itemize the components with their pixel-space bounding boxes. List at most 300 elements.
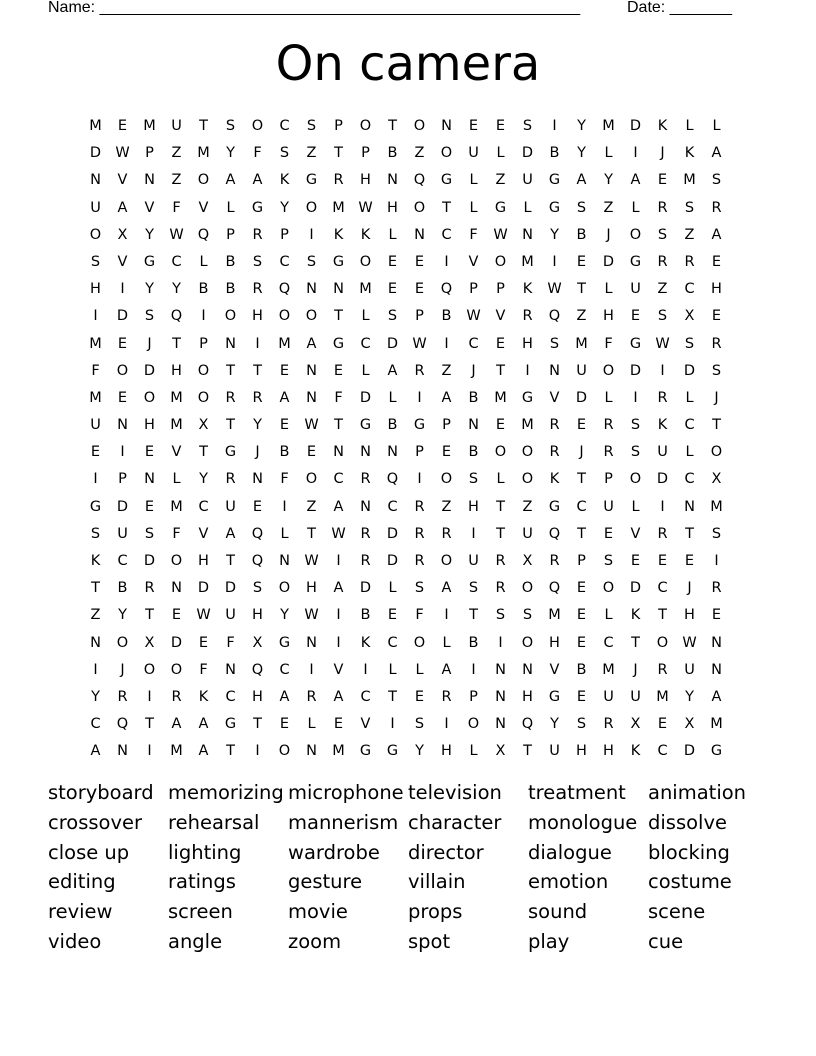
grid-letter: H <box>522 335 533 352</box>
word-list-item: video <box>48 929 102 953</box>
grid-letter: N <box>225 661 236 678</box>
grid-letter: V <box>117 253 128 270</box>
grid-letter: W <box>466 308 481 325</box>
grid-letter: T <box>307 525 316 542</box>
grid-letter: R <box>603 716 614 733</box>
grid-letter: I <box>471 525 476 542</box>
grid-letter: Z <box>684 226 695 243</box>
grid-letter: R <box>252 281 263 298</box>
grid-letter: E <box>495 417 506 434</box>
word-list-item: director <box>408 840 484 864</box>
grid-letter: M <box>332 199 345 216</box>
grid-letter: E <box>495 335 506 352</box>
grid-letter: A <box>306 335 317 352</box>
grid-letter: A <box>387 362 398 379</box>
grid-letter: T <box>496 498 505 515</box>
grid-letter: T <box>523 743 532 760</box>
grid-letter: O <box>521 444 534 461</box>
grid-letter: O <box>494 253 507 270</box>
grid-letter: L <box>604 607 613 624</box>
grid-letter: L <box>415 661 424 678</box>
grid-letter: Q <box>251 553 264 569</box>
grid-letter: D <box>629 118 642 134</box>
grid-letter: O <box>251 118 264 134</box>
grid-letter: I <box>363 661 368 678</box>
grid-letter: O <box>656 634 669 651</box>
grid-letter: T <box>334 145 343 162</box>
grid-letter: H <box>252 308 263 325</box>
grid-letter: D <box>521 145 534 162</box>
grid-letter: L <box>604 389 613 406</box>
grid-letter: T <box>226 743 235 760</box>
grid-letter: I <box>660 362 665 379</box>
grid-letter: S <box>144 525 155 542</box>
grid-letter: M <box>89 335 102 352</box>
grid-letter: C <box>171 253 182 270</box>
grid-letter: Q <box>440 281 453 298</box>
grid-letter: B <box>549 145 560 162</box>
grid-letter: V <box>360 716 371 733</box>
grid-letter: K <box>684 145 695 162</box>
grid-letter: E <box>90 444 101 461</box>
grid-letter: R <box>549 553 560 569</box>
grid-letter: W <box>115 145 130 162</box>
grid-letter: O <box>521 580 534 597</box>
grid-letter: T <box>496 525 505 542</box>
grid-letter: W <box>304 607 319 624</box>
grid-letter: U <box>684 661 695 678</box>
grid-letter: T <box>388 688 397 705</box>
grid-letter: B <box>576 226 587 243</box>
grid-letter: V <box>117 172 128 189</box>
grid-letter: R <box>225 471 236 488</box>
grid-letter: I <box>255 335 260 352</box>
grid-letter: S <box>225 118 236 134</box>
word-list-item: character <box>408 810 502 834</box>
grid-letter: G <box>413 417 426 434</box>
grid-letter: F <box>334 389 343 406</box>
grid-letter: T <box>199 444 208 461</box>
grid-letter: P <box>280 226 289 243</box>
grid-letter: T <box>577 525 586 542</box>
grid-letter: S <box>306 118 317 134</box>
word-list-item: lighting <box>168 840 242 864</box>
grid-letter: R <box>333 172 344 189</box>
grid-letter: L <box>361 362 370 379</box>
grid-letter: Z <box>657 281 668 298</box>
grid-letter: G <box>224 444 237 461</box>
grid-letter: A <box>711 688 722 705</box>
grid-letter: J <box>660 145 665 162</box>
word-list-item: monologue <box>528 810 638 834</box>
grid-letter: Q <box>548 580 561 597</box>
grid-letter: H <box>198 553 209 569</box>
grid-letter: K <box>198 688 209 705</box>
grid-letter: Y <box>550 226 559 243</box>
grid-letter: R <box>603 444 614 461</box>
date-field: Date: _______ <box>627 0 732 16</box>
grid-letter: T <box>334 417 343 434</box>
grid-letter: W <box>196 607 211 624</box>
grid-letter: Q <box>413 172 426 189</box>
grid-letter: H <box>441 743 452 760</box>
grid-letter: J <box>255 444 260 461</box>
grid-letter: U <box>90 199 101 216</box>
grid-letter: E <box>387 281 398 298</box>
grid-letter: N <box>360 444 371 461</box>
grid-letter: F <box>91 362 100 379</box>
grid-letter: A <box>711 145 722 162</box>
grid-letter: T <box>577 471 586 488</box>
grid-letter: E <box>279 716 290 733</box>
grid-letter: J <box>120 661 125 678</box>
grid-letter: U <box>171 118 182 134</box>
grid-letter: R <box>414 362 425 379</box>
grid-letter: H <box>306 580 317 597</box>
grid-letter: E <box>684 553 695 569</box>
grid-letter: B <box>225 253 236 270</box>
grid-letter: A <box>90 743 101 760</box>
grid-letter: Q <box>386 471 399 488</box>
grid-letter: P <box>145 145 154 162</box>
grid-letter: S <box>576 199 587 216</box>
grid-letter: W <box>412 335 427 352</box>
grid-letter: Y <box>280 199 289 216</box>
grid-letter: S <box>468 471 479 488</box>
grid-letter: I <box>417 471 422 488</box>
grid-letter: M <box>359 281 372 298</box>
grid-letter: U <box>90 417 101 434</box>
grid-letter: X <box>630 716 641 733</box>
grid-letter: D <box>89 145 102 162</box>
grid-letter: Q <box>251 525 264 542</box>
grid-letter: R <box>711 199 722 216</box>
grid-letter: S <box>495 607 506 624</box>
grid-letter: D <box>116 498 129 515</box>
grid-letter: O <box>710 444 723 461</box>
grid-letter: Y <box>550 716 559 733</box>
grid-letter: V <box>495 308 506 325</box>
grid-letter: I <box>525 362 530 379</box>
grid-letter: Q <box>251 661 264 678</box>
word-list-item: wardrobe <box>288 840 380 864</box>
grid-letter: S <box>252 580 263 597</box>
grid-letter: N <box>522 226 533 243</box>
grid-letter: E <box>711 253 722 270</box>
grid-letter: Z <box>522 498 533 515</box>
grid-letter: L <box>685 118 694 134</box>
grid-letter: D <box>683 743 696 760</box>
grid-letter: Z <box>171 145 182 162</box>
grid-letter: B <box>279 444 290 461</box>
grid-letter: V <box>171 444 182 461</box>
grid-letter: L <box>523 199 532 216</box>
word-list-item: mannerism <box>288 810 399 834</box>
grid-letter: Y <box>91 688 100 705</box>
grid-letter: T <box>226 553 235 569</box>
grid-letter: A <box>198 716 209 733</box>
grid-letter: P <box>442 417 451 434</box>
grid-letter: C <box>90 716 101 733</box>
grid-letter: O <box>629 226 642 243</box>
grid-letter: I <box>93 661 98 678</box>
grid-letter: D <box>386 335 399 352</box>
grid-letter: O <box>494 444 507 461</box>
grid-letter: S <box>90 253 101 270</box>
word-list-item: play <box>528 929 570 953</box>
grid-letter: G <box>629 335 642 352</box>
grid-letter: U <box>576 362 587 379</box>
grid-letter: O <box>521 634 534 651</box>
grid-letter: S <box>576 716 587 733</box>
grid-letter: H <box>387 199 398 216</box>
grid-letter: T <box>226 362 235 379</box>
grid-letter: N <box>90 634 101 651</box>
grid-letter: L <box>388 580 397 597</box>
grid-letter: N <box>306 281 317 298</box>
grid-letter: E <box>279 417 290 434</box>
grid-letter: E <box>657 716 668 733</box>
grid-letter: C <box>441 226 452 243</box>
grid-letter: M <box>170 417 183 434</box>
grid-letter: G <box>521 389 534 406</box>
grid-letter: M <box>143 118 156 134</box>
grid-letter: R <box>522 308 533 325</box>
grid-letter: I <box>498 634 503 651</box>
grid-letter: R <box>657 661 668 678</box>
grid-letter: K <box>360 226 371 243</box>
grid-letter: E <box>576 607 587 624</box>
grid-letter: O <box>197 362 210 379</box>
grid-letter: X <box>522 553 533 569</box>
word-list-item: gesture <box>288 870 363 894</box>
grid-letter: B <box>468 389 479 406</box>
grid-letter: I <box>255 743 260 760</box>
grid-letter: A <box>441 661 452 678</box>
grid-letter: L <box>172 471 181 488</box>
grid-letter: V <box>468 253 479 270</box>
grid-letter: O <box>305 308 318 325</box>
grid-letter: N <box>144 172 155 189</box>
grid-letter: B <box>468 634 479 651</box>
grid-letter: L <box>469 172 478 189</box>
grid-letter: D <box>386 553 399 569</box>
grid-letter: U <box>468 145 479 162</box>
grid-letter: T <box>199 118 208 134</box>
grid-letter: T <box>496 362 505 379</box>
grid-letter: T <box>334 308 343 325</box>
grid-letter: R <box>414 525 425 542</box>
grid-letter: N <box>495 661 506 678</box>
grid-letter: H <box>522 688 533 705</box>
grid-letter: L <box>226 199 235 216</box>
word-list-item: cue <box>648 929 684 953</box>
grid-letter: N <box>90 172 101 189</box>
grid-letter: Y <box>118 607 127 624</box>
name-field: Name: ______________________________________________________ <box>48 0 581 16</box>
grid-letter: I <box>471 661 476 678</box>
grid-letter: T <box>685 525 694 542</box>
grid-letter: E <box>279 362 290 379</box>
grid-letter: I <box>336 553 341 569</box>
grid-letter: S <box>657 308 668 325</box>
grid-letter: R <box>171 688 182 705</box>
grid-letter: S <box>414 716 425 733</box>
grid-letter: S <box>684 199 695 216</box>
grid-letter: R <box>414 553 425 569</box>
grid-letter: R <box>549 444 560 461</box>
grid-letter: C <box>387 498 398 515</box>
grid-letter: T <box>577 281 586 298</box>
grid-letter: O <box>197 172 210 189</box>
grid-letter: O <box>278 308 291 325</box>
word-list-item: microphone <box>288 781 404 804</box>
grid-letter: I <box>444 607 449 624</box>
grid-letter: P <box>334 118 343 134</box>
grid-letter: U <box>225 607 236 624</box>
grid-letter: G <box>224 716 237 733</box>
grid-letter: C <box>360 335 371 352</box>
grid-letter: G <box>305 172 318 189</box>
grid-letter: E <box>414 253 425 270</box>
grid-letter: G <box>548 199 561 216</box>
grid-letter: W <box>655 335 670 352</box>
grid-letter: I <box>120 444 125 461</box>
grid-letter: X <box>684 308 695 325</box>
grid-letter: A <box>333 498 344 515</box>
grid-letter: G <box>332 335 345 352</box>
grid-letter: M <box>170 389 183 406</box>
grid-letter: A <box>279 389 290 406</box>
grid-letter: Y <box>253 417 262 434</box>
grid-letter: T <box>631 634 640 651</box>
grid-letter: S <box>144 308 155 325</box>
grid-letter: R <box>144 580 155 597</box>
grid-letter: Y <box>280 607 289 624</box>
grid-letter: Z <box>441 498 452 515</box>
grid-letter: N <box>711 634 722 651</box>
grid-letter: N <box>225 335 236 352</box>
grid-letter: S <box>630 444 641 461</box>
grid-letter: S <box>603 553 614 569</box>
grid-letter: R <box>360 471 371 488</box>
grid-letter: A <box>711 226 722 243</box>
grid-letter: S <box>468 580 479 597</box>
grid-letter: S <box>387 308 398 325</box>
grid-letter: F <box>172 525 181 542</box>
grid-letter: R <box>306 688 317 705</box>
grid-letter: G <box>710 743 723 760</box>
grid-letter: L <box>388 389 397 406</box>
grid-letter: L <box>469 199 478 216</box>
word-list-item: blocking <box>648 840 730 864</box>
grid-letter: G <box>278 634 291 651</box>
word-list-item: crossover <box>48 810 143 834</box>
grid-letter: K <box>279 172 290 189</box>
grid-letter: H <box>603 308 614 325</box>
grid-letter: G <box>143 253 156 270</box>
grid-letter: Y <box>577 145 586 162</box>
grid-letter: J <box>147 335 152 352</box>
grid-letter: O <box>89 226 102 243</box>
grid-letter: S <box>657 226 668 243</box>
grid-letter: E <box>306 444 317 461</box>
grid-letter: D <box>629 362 642 379</box>
grid-letter: A <box>630 172 641 189</box>
grid-letter: Q <box>197 226 210 243</box>
grid-letter: Q <box>116 716 129 733</box>
grid-letter: L <box>496 145 505 162</box>
letter-grid <box>82 113 730 766</box>
grid-letter: U <box>225 498 236 515</box>
word-list-item: villain <box>408 870 466 894</box>
grid-letter: E <box>468 118 479 134</box>
word-list-item: zoom <box>288 929 342 953</box>
grid-letter: U <box>630 281 641 298</box>
grid-letter: E <box>576 688 587 705</box>
grid-letter: N <box>495 716 506 733</box>
grid-letter: I <box>201 308 206 325</box>
grid-letter: C <box>360 688 371 705</box>
grid-letter: L <box>631 199 640 216</box>
word-list-item: spot <box>408 929 451 953</box>
grid-letter: X <box>711 471 722 488</box>
grid-letter: Z <box>603 199 614 216</box>
grid-letter: G <box>359 743 372 760</box>
grid-letter: L <box>496 471 505 488</box>
grid-letter: E <box>657 172 668 189</box>
grid-letter: T <box>658 607 667 624</box>
grid-letter: R <box>414 498 425 515</box>
grid-letter: P <box>496 281 505 298</box>
grid-letter: C <box>117 553 128 569</box>
grid-letter: X <box>144 634 155 651</box>
grid-letter: F <box>199 661 208 678</box>
grid-letter: F <box>469 226 478 243</box>
grid-letter: S <box>711 525 722 542</box>
grid-letter: G <box>251 199 264 216</box>
grid-letter: M <box>575 335 588 352</box>
word-list-item: treatment <box>528 781 626 804</box>
grid-letter: L <box>604 281 613 298</box>
grid-letter: D <box>629 580 642 597</box>
grid-letter: R <box>252 226 263 243</box>
grid-letter: N <box>387 444 398 461</box>
grid-letter: L <box>685 389 694 406</box>
grid-letter: M <box>710 716 723 733</box>
grid-letter: U <box>657 444 668 461</box>
grid-letter: T <box>253 362 262 379</box>
grid-letter: U <box>522 525 533 542</box>
grid-letter: Z <box>441 362 452 379</box>
grid-letter: X <box>495 743 506 760</box>
grid-letter: E <box>576 580 587 597</box>
grid-letter: A <box>225 525 236 542</box>
grid-letter: N <box>306 362 317 379</box>
grid-letter: L <box>361 308 370 325</box>
grid-letter: I <box>309 661 314 678</box>
word-list-item: editing <box>48 870 116 894</box>
word-list-item: movie <box>288 900 348 924</box>
word-list-item: dissolve <box>648 810 727 834</box>
grid-letter: E <box>630 308 641 325</box>
grid-letter: N <box>117 417 128 434</box>
grid-letter: D <box>359 389 372 406</box>
word-list <box>48 778 768 957</box>
grid-letter: G <box>440 172 453 189</box>
grid-letter: P <box>226 226 235 243</box>
grid-letter: E <box>495 118 506 134</box>
